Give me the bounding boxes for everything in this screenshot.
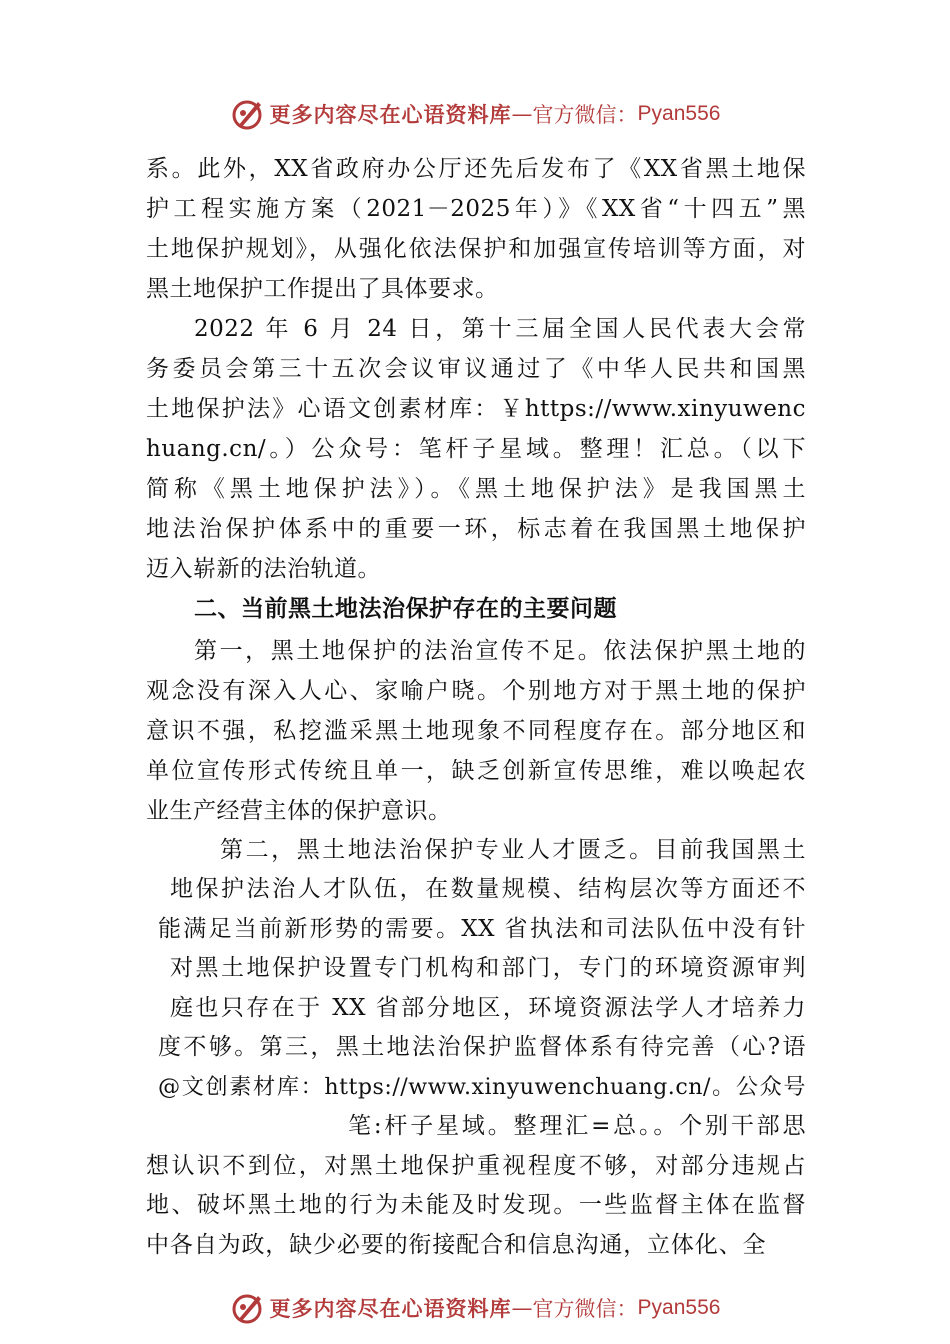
pen-seal-logo-icon — [230, 1290, 266, 1326]
text-line: 土地保护规划》，从强化依法保护和加强宣传培训等方面，对 — [146, 236, 806, 262]
text-line: 务委员会第三十五次会议审议通过了《中华人民共和国黑 — [146, 356, 806, 382]
text-line: 想认识不到位，对黑土地保护重视程度不够，对部分违规占 — [146, 1153, 806, 1179]
footer-banner — [0, 1286, 950, 1330]
banner-sub-text: 官方微信： — [532, 103, 638, 127]
banner-dash: — — [511, 1296, 533, 1320]
text-line: 黑土地保护工作提出了具体要求。 — [146, 276, 499, 302]
text-line: 系。此外，XX省政府办公厅还先后发布了《XX省黑土地保 — [146, 156, 806, 182]
banner-wechat-id: Pyan556 — [637, 102, 721, 125]
text-line: 意识不强，私挖滥采黑土地现象不同程度存在。部分地区和 — [146, 718, 806, 744]
text-line: 中各自为政，缺少必要的衔接配合和信息沟通，立体化、全 — [146, 1232, 766, 1258]
text-line: 观念没有深入人心、家喻户晓。个别地方对于黑土地的保护 — [146, 678, 806, 704]
text-line: 能满足当前新形势的需要。XX 省执法和司法队伍中没有针 — [158, 916, 806, 942]
banner-wechat-id: Pyan556 — [637, 1296, 721, 1319]
banner-main-text: 更多内容尽在心语资料库 — [269, 1297, 512, 1321]
banner-sub-text: 官方微信： — [532, 1297, 638, 1321]
text-line: 迈入崭新的法治轨道。 — [146, 556, 381, 582]
text-line: 地保护法治人才队伍，在数量规模、结构层次等方面还不 — [170, 876, 806, 902]
text-line: 笔:杆子星域。整理汇=总。。个别干部思 — [348, 1113, 806, 1139]
text-line: 第一，黑土地保护的法治宣传不足。依法保护黑土地的 — [194, 638, 806, 664]
banner-main-text: 更多内容尽在心语资料库 — [269, 103, 512, 127]
text-line: 度不够。第三，黑土地法治保护监督体系有待完善（心?语 — [158, 1034, 806, 1060]
banner-dash: — — [511, 102, 533, 126]
text-line: 地法治保护体系中的重要一环，标志着在我国黑土地保护 — [146, 516, 806, 542]
text-line: @文创素材库：https://www.xinyuwenchuang.cn/。公众号 — [158, 1074, 806, 1100]
header-banner — [0, 92, 950, 136]
text-line: huang.cn/。）公众号：笔杆子星域。整理！汇总。（以下 — [146, 436, 806, 462]
text-line: 庭也只存在于 XX 省部分地区，环境资源法学人才培养力 — [170, 995, 806, 1021]
text-line: 地、破坏黑土地的行为未能及时发现。一些监督主体在监督 — [146, 1192, 806, 1218]
text-line: 单位宣传形式传统且单一，缺乏创新宣传思维，难以唤起农 — [146, 758, 806, 784]
text-line: 土地保护法》心语文创素材库：￥https://www.xinyuwenc — [146, 396, 806, 422]
text-line: 护工程实施方案（2021－2025年）》《XX省“十四五”黑 — [146, 196, 806, 222]
text-line: 第二，黑土地法治保护专业人才匮乏。目前我国黑土 — [220, 837, 806, 863]
pen-seal-logo-icon — [230, 96, 266, 132]
text-line: 2022 年 6 月 24 日，第十三届全国人民代表大会常 — [194, 316, 806, 342]
section-heading: 二、当前黑土地法治保护存在的主要问题 — [194, 596, 617, 622]
text-line: 简称《黑土地保护法》）。《黑土地保护法》是我国黑土 — [146, 476, 806, 502]
text-line: 业生产经营主体的保护意识。 — [146, 798, 452, 824]
text-line: 对黑土地保护设置专门机构和部门，专门的环境资源审判 — [170, 955, 806, 981]
